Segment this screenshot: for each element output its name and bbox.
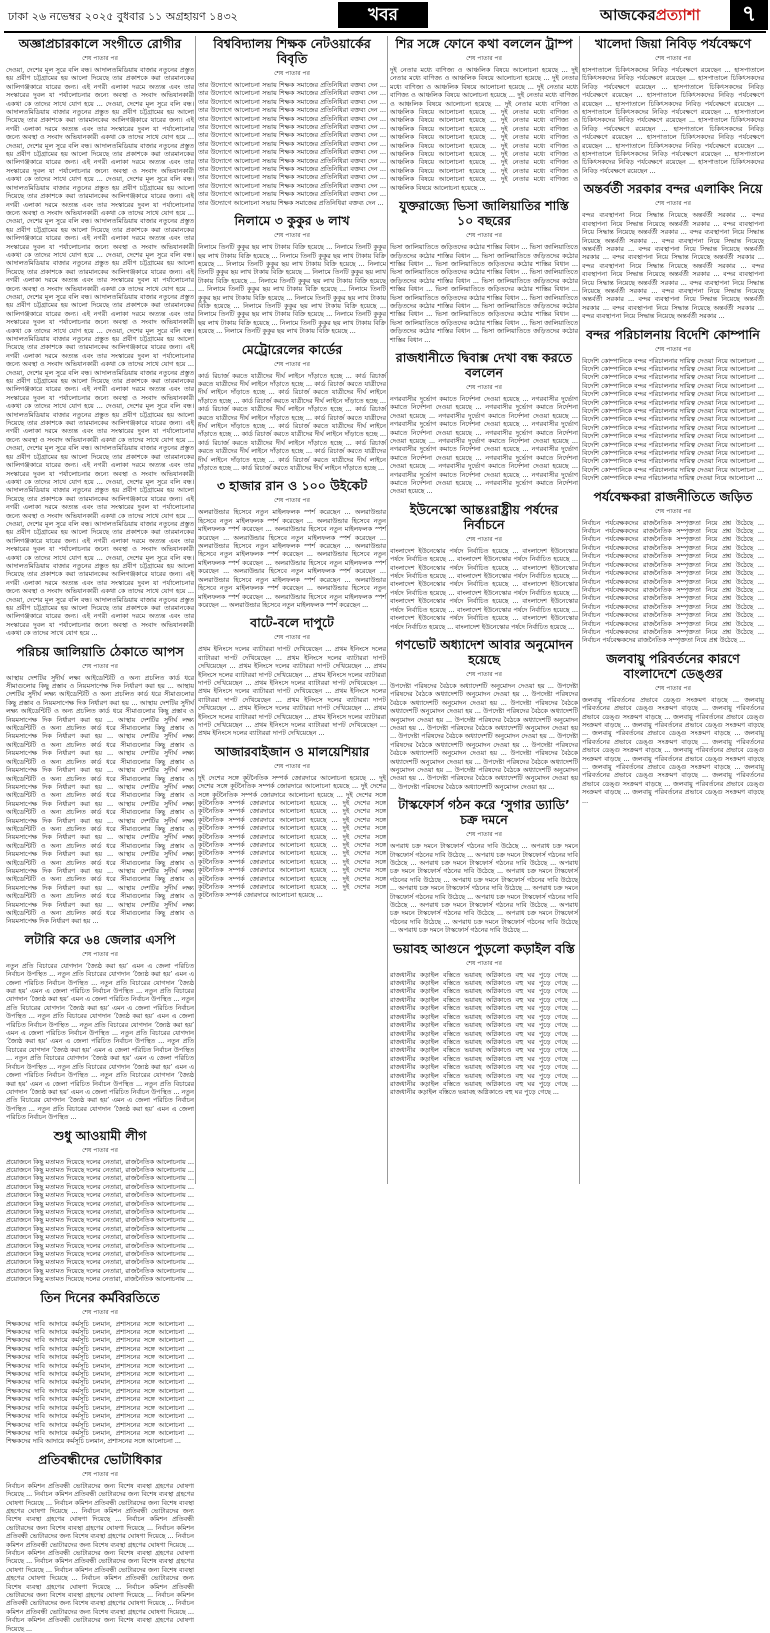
article-body: তার উদ্যোগে আলোচনা সভায় শিক্ষক সমাজের প্রতিনিধিরা বক্তব্য দেন ... তার উদ্যোগে আলোচনা সভায় শিক্ষক সমাজের প্রতিনিধিরা বক্তব্য দেন ... তার উদ্যোগে আলোচনা সভায় শিক্ষক সমাজের প্রতিনিধিরা বক্তব্য দেন ... তার উদ্যোগে আলোচনা সভায় শিক্ষক সমাজের প্রতিনিধিরা বক্তব্য দেন ... তার উদ্যোগে আলোচনা সভায় শিক্ষক সমাজের প্রতিনিধিরা বক্তব্য দেন ... তার উদ্যোগে আলোচনা সভায় শিক্ষক সমাজের প্রতিনিধিরা বক্তব্য দেন ... তার উদ্যোগে আলোচনা সভায় শিক্ষক সমাজের প্রতিনিধিরা বক্তব্য দেন ... তার উদ্যোগে আলোচনা সভায় শিক্ষক সমাজের প্রতিনিধিরা বক্তব্য দেন ... তার উদ্যোগে আলোচনা সভায় শিক্ষক সমাজের প্রতিনিধিরা বক্তব্য দেন ... তার উদ্যোগে আলোচনা সভায় শিক্ষক সমাজের প্রতিনিধিরা বক্তব্য দেন ... তার উদ্যোগে আলোচনা সভায় শিক্ষক সমাজের প্রতিনিধিরা বক্তব্য দেন ... তার উদ্যোগে আলোচনা সভায় শিক্ষক সমাজের প্রতিনিধিরা বক্তব্য দেন ... তার উদ্যোগে আলোচনা সভায় শিক্ষক সমাজের প্রতিনিধিরা বক্তব্য দেন ... তার উদ্যোগে আলোচনা সভায় শিক্ষক সমাজের প্রতিনিধিরা বক্তব্য দেন ... তার উদ্যোগে আলোচনা সভায় শিক্ষক সমাজের প্রতিনিধিরা বক্তব্য দেন ... — [198, 81, 386, 207]
continued-label: শেষ পাতার পর — [655, 507, 691, 515]
article — [6, 932, 194, 1122]
article-body: কার্ড রিচার্জ করতে যাত্রীদের দীর্ঘ লাইনে দাঁড়াতে হচ্ছে ... কার্ড রিচার্জ করতে যাত্রীদের দীর্ঘ লাইনে দাঁড়াতে হচ্ছে ... কার্ড রিচার্জ করতে যাত্রীদের দীর্ঘ লাইনে দাঁড়াতে হচ্ছে ... কার্ড রিচার্জ করতে যাত্রীদের দীর্ঘ লাইনে দাঁড়াতে হচ্ছে ... কার্ড রিচার্জ করতে যাত্রীদের দীর্ঘ লাইনে দাঁড়াতে হচ্ছে ... কার্ড রিচার্জ করতে যাত্রীদের দীর্ঘ লাইনে দাঁড়াতে হচ্ছে ... কার্ড রিচার্জ করতে যাত্রীদের দীর্ঘ লাইনে দাঁড়াতে হচ্ছে ... কার্ড রিচার্জ করতে যাত্রীদের দীর্ঘ লাইনে দাঁড়াতে হচ্ছে ... কার্ড রিচার্জ করতে যাত্রীদের দীর্ঘ লাইনে দাঁড়াতে হচ্ছে ... কার্ড রিচার্জ করতে যাত্রীদের দীর্ঘ লাইনে দাঁড়াতে হচ্ছে ... কার্ড রিচার্জ করতে যাত্রীদের দীর্ঘ লাইনে দাঁড়াতে হচ্ছে ... কার্ড রিচার্জ করতে যাত্রীদের দীর্ঘ লাইনে দাঁড়াতে হচ্ছে ... কার্ড রিচার্জ করতে যাত্রীদের দীর্ঘ লাইনে দাঁড়াতে হচ্ছে ... কার্ড রিচার্জ করতে যাত্রীদের দীর্ঘ লাইনে দাঁড়াতে হচ্ছে ... কার্ড রিচার্জ করতে যাত্রীদের দীর্ঘ লাইনে দাঁড়াতে হচ্ছে ... — [198, 371, 386, 473]
article-headline: শির সঙ্গে ফোনে কথা বললেন ট্রাম্প — [395, 36, 573, 51]
article-body: রাজধানীর কড়াইল বস্তিতে ভয়াবহ অগ্নিকাণ্ডে বহু ঘর পুড়ে গেছে ... রাজধানীর কড়াইল বস্তিতে ভয়াবহ অগ্নিকাণ্ডে বহু ঘর পুড়ে গেছে ... রাজধানীর কড়াইল বস্তিতে ভয়াবহ অগ্নিকাণ্ডে বহু ঘর পুড়ে গেছে ... রাজধানীর কড়াইল বস্তিতে ভয়াবহ অগ্নিকাণ্ডে বহু ঘর পুড়ে গেছে ... রাজধানীর কড়াইল বস্তিতে ভয়াবহ অগ্নিকাণ্ডে বহু ঘর পুড়ে গেছে ... রাজধানীর কড়াইল বস্তিতে ভয়াবহ অগ্নিকাণ্ডে বহু ঘর পুড়ে গেছে ... রাজধানীর কড়াইল বস্তিতে ভয়াবহ অগ্নিকাণ্ডে বহু ঘর পুড়ে গেছে ... রাজধানীর কড়াইল বস্তিতে ভয়াবহ অগ্নিকাণ্ডে বহু ঘর পুড়ে গেছে ... রাজধানীর কড়াইল বস্তিতে ভয়াবহ অগ্নিকাণ্ডে বহু ঘর পুড়ে গেছে ... রাজধানীর কড়াইল বস্তিতে ভয়াবহ অগ্নিকাণ্ডে বহু ঘর পুড়ে গেছে ... রাজধানীর কড়াইল বস্তিতে ভয়াবহ অগ্নিকাণ্ডে বহু ঘর পুড়ে গেছে ... রাজধানীর কড়াইল বস্তিতে ভয়াবহ অগ্নিকাণ্ডে বহু ঘর পুড়ে গেছে ... রাজধানীর কড়াইল বস্তিতে ভয়াবহ অগ্নিকাণ্ডে বহু ঘর পুড়ে গেছে ... রাজধানীর কড়াইল বস্তিতে ভয়াবহ অগ্নিকাণ্ডে বহু ঘর পুড়ে গেছে ... রাজধানীর কড়াইল বস্তিতে ভয়াবহ অগ্নিকাণ্ডে বহু ঘর পুড়ে গেছে ... — [390, 970, 578, 1097]
continued-label: শেষ পাতার পর — [274, 70, 310, 77]
logo-part-2: প্রত্যাশা — [655, 6, 701, 24]
article-headline: জলবায়ু পরিবর্তনের কারণে বাংলাদেশে ডেঙ্গুর — [606, 650, 740, 681]
article-headline: অন্তর্বর্তী সরকার বন্দর এলাকিং নিয়ে — [583, 181, 763, 197]
article — [6, 36, 194, 638]
article — [582, 651, 764, 805]
article-headline: যুক্তরাজ্যে ভিসা জালিয়াতির শাস্তি ১০ বছরের — [399, 198, 569, 229]
article — [198, 342, 386, 473]
article-body: উপদেষ্টা পরিষদের বৈঠকে অধ্যাদেশটি অনুমোদন দেওয়া হয় ... উপদেষ্টা পরিষদের বৈঠকে অধ্যাদেশটি অনুমোদন দেওয়া হয় ... উপদেষ্টা পরিষদের বৈঠকে অধ্যাদেশটি অনুমোদন দেওয়া হয় ... উপদেষ্টা পরিষদের বৈঠকে অধ্যাদেশটি অনুমোদন দেওয়া হয় ... উপদেষ্টা পরিষদের বৈঠকে অধ্যাদেশটি অনুমোদন দেওয়া হয় ... উপদেষ্টা পরিষদের বৈঠকে অধ্যাদেশটি অনুমোদন দেওয়া হয় ... উপদেষ্টা পরিষদের বৈঠকে অধ্যাদেশটি অনুমোদন দেওয়া হয় ... উপদেষ্টা পরিষদের বৈঠকে অধ্যাদেশটি অনুমোদন দেওয়া হয় ... উপদেষ্টা পরিষদের বৈঠকে অধ্যাদেশটি অনুমোদন দেওয়া হয় ... উপদেষ্টা পরিষদের বৈঠকে অধ্যাদেশটি অনুমোদন দেওয়া হয় ... উপদেষ্টা পরিষদের বৈঠকে অধ্যাদেশটি অনুমোদন দেওয়া হয় ... উপদেষ্টা পরিষদের বৈঠকে অধ্যাদেশটি অনুমোদন দেওয়া হয় ... উপদেষ্টা পরিষদের বৈঠকে অধ্যাদেশটি অনুমোদন দেওয়া হয় ... উপদেষ্টা পরিষদের বৈঠকে অধ্যাদেশটি অনুমোদন দেওয়া হয় ... উপদেষ্টা পরিষদের বৈঠকে অধ্যাদেশটি অনুমোদন দেওয়া হয় ... — [390, 681, 578, 791]
continued-label: শেষ পাতার পর — [274, 232, 310, 240]
article — [390, 36, 578, 192]
article-body: শিক্ষকদের দাবি আদায়ে কর্মসূচি চলমান, প্রশাসনের সঙ্গে আলোচনা ... শিক্ষকদের দাবি আদায়ে কর্মসূচি চলমান, প্রশাসনের সঙ্গে আলোচনা ... শিক্ষকদের দাবি আদায়ে কর্মসূচি চলমান, প্রশাসনের সঙ্গে আলোচনা ... শিক্ষকদের দাবি আদায়ে কর্মসূচি চলমান, প্রশাসনের সঙ্গে আলোচনা ... শিক্ষকদের দাবি আদায়ে কর্মসূচি চলমান, প্রশাসনের সঙ্গে আলোচনা ... শিক্ষকদের দাবি আদায়ে কর্মসূচি চলমান, প্রশাসনের সঙ্গে আলোচনা ... শিক্ষকদের দাবি আদায়ে কর্মসূচি চলমান, প্রশাসনের সঙ্গে আলোচনা ... শিক্ষকদের দাবি আদায়ে কর্মসূচি চলমান, প্রশাসনের সঙ্গে আলোচনা ... শিক্ষকদের দাবি আদায়ে কর্মসূচি চলমান, প্রশাসনের সঙ্গে আলোচনা ... শিক্ষকদের দাবি আদায়ে কর্মসূচি চলমান, প্রশাসনের সঙ্গে আলোচনা ... শিক্ষকদের দাবি আদায়ে কর্মসূচি চলমান, প্রশাসনের সঙ্গে আলোচনা ... শিক্ষকদের দাবি আদায়ে কর্মসূচি চলমান, প্রশাসনের সঙ্গে আলোচনা ... শিক্ষকদের দাবি আদায়ে কর্মসূচি চলমান, প্রশাসনের সঙ্গে আলোচনা ... শিক্ষকদের দাবি আদায়ে কর্মসূচি চলমান, প্রশাসনের সঙ্গে আলোচনা ... শিক্ষকদের দাবি আদায়ে কর্মসূচি চলমান, প্রশাসনের সঙ্গে আলোচনা ... — [6, 1319, 194, 1446]
article-body: দুই দেশের সঙ্গে কূটনৈতিক সম্পর্ক জোরদারে আলোচনা হয়েছে ... দুই দেশের সঙ্গে কূটনৈতিক সম্পর্ক জোরদারে আলোচনা হয়েছে ... দুই দেশের সঙ্গে কূটনৈতিক সম্পর্ক জোরদারে আলোচনা হয়েছে ... দুই দেশের সঙ্গে কূটনৈতিক সম্পর্ক জোরদারে আলোচনা হয়েছে ... দুই দেশের সঙ্গে কূটনৈতিক সম্পর্ক জোরদারে আলোচনা হয়েছে ... দুই দেশের সঙ্গে কূটনৈতিক সম্পর্ক জোরদারে আলোচনা হয়েছে ... দুই দেশের সঙ্গে কূটনৈতিক সম্পর্ক জোরদারে আলোচনা হয়েছে ... দুই দেশের সঙ্গে কূটনৈতিক সম্পর্ক জোরদারে আলোচনা হয়েছে ... দুই দেশের সঙ্গে কূটনৈতিক সম্পর্ক জোরদারে আলোচনা হয়েছে ... দুই দেশের সঙ্গে কূটনৈতিক সম্পর্ক জোরদারে আলোচনা হয়েছে ... দুই দেশের সঙ্গে কূটনৈতিক সম্পর্ক জোরদারে আলোচনা হয়েছে ... দুই দেশের সঙ্গে কূটনৈতিক সম্পর্ক জোরদারে আলোচনা হয়েছে ... দুই দেশের সঙ্গে কূটনৈতিক সম্পর্ক জোরদারে আলোচনা হয়েছে ... দুই দেশের সঙ্গে কূটনৈতিক সম্পর্ক জোরদারে আলোচনা হয়েছে ... দুই দেশের সঙ্গে কূটনৈতিক সম্পর্ক জোরদারে আলোচনা হয়েছে ... — [198, 773, 386, 900]
newspaper-logo — [600, 4, 700, 26]
header-divider — [4, 31, 766, 33]
continued-label: শেষ পাতার পর — [82, 662, 118, 670]
section-label: খবর — [338, 2, 428, 28]
logo-part-1: আজকের — [600, 6, 656, 24]
article-headline: বাটে-বলে দাপুটে — [250, 615, 334, 631]
column-divider — [579, 36, 580, 1184]
article-body: প্রথম ইনিংসে দলের ব্যাটাররা দাপট দেখিয়েছেন ... প্রথম ইনিংসে দলের ব্যাটাররা দাপট দেখিয়েছেন ... প্রথম ইনিংসে দলের ব্যাটাররা দাপট দেখিয়েছেন ... প্রথম ইনিংসে দলের ব্যাটাররা দাপট দেখিয়েছেন ... প্রথম ইনিংসে দলের ব্যাটাররা দাপট দেখিয়েছেন ... প্রথম ইনিংসে দলের ব্যাটাররা দাপট দেখিয়েছেন ... প্রথম ইনিংসে দলের ব্যাটাররা দাপট দেখিয়েছেন ... প্রথম ইনিংসে দলের ব্যাটাররা দাপট দেখিয়েছেন ... প্রথম ইনিংসে দলের ব্যাটাররা দাপট দেখিয়েছেন ... প্রথম ইনিংসে দলের ব্যাটাররা দাপট দেখিয়েছেন ... প্রথম ইনিংসে দলের ব্যাটাররা দাপট দেখিয়েছেন ... প্রথম ইনিংসে দলের ব্যাটাররা দাপট দেখিয়েছেন ... প্রথম ইনিংসে দলের ব্যাটাররা দাপট দেখিয়েছেন ... প্রথম ইনিংসে দলের ব্যাটাররা দাপট দেখিয়েছেন ... প্রথম ইনিংসে দলের ব্যাটাররা দাপট দেখিয়েছেন ... — [198, 645, 386, 738]
article-body: নিলামে তিনটি কুকুর ছয় লাখ টাকায় বিক্রি হয়েছে ... নিলামে তিনটি কুকুর ছয় লাখ টাকায় বিক্রি হয়েছে ... নিলামে তিনটি কুকুর ছয় লাখ টাকায় বিক্রি হয়েছে ... নিলামে তিনটি কুকুর ছয় লাখ টাকায় বিক্রি হয়েছে ... নিলামে তিনটি কুকুর ছয় লাখ টাকায় বিক্রি হয়েছে ... নিলামে তিনটি কুকুর ছয় লাখ টাকায় বিক্রি হয়েছে ... নিলামে তিনটি কুকুর ছয় লাখ টাকায় বিক্রি হয়েছে ... নিলামে তিনটি কুকুর ছয় লাখ টাকায় বিক্রি হয়েছে ... নিলামে তিনটি কুকুর ছয় লাখ টাকায় বিক্রি হয়েছে ... নিলামে তিনটি কুকুর ছয় লাখ টাকায় বিক্রি হয়েছে ... নিলামে তিনটি কুকুর ছয় লাখ টাকায় বিক্রি হয়েছে ... নিলামে তিনটি কুকুর ছয় লাখ টাকায় বিক্রি হয়েছে ... নিলামে তিনটি কুকুর ছয় লাখ টাকায় বিক্রি হয়েছে ... নিলামে তিনটি কুকুর ছয় লাখ টাকায় বিক্রি হয়েছে ... নিলামে তিনটি কুকুর ছয় লাখ টাকায় বিক্রি হয়েছে ... — [198, 243, 386, 336]
continued-label: শেষ পাতার পর — [466, 535, 502, 543]
continued-label: শেষ পাতার পর — [274, 762, 310, 770]
article-body: হাসপাতালে চিকিৎসকদের নিবিড় পর্যবেক্ষণে রয়েছেন ... হাসপাতালে চিকিৎসকদের নিবিড় পর্যবেক্ষণে রয়েছেন ... হাসপাতালে চিকিৎসকদের নিবিড় পর্যবেক্ষণে রয়েছেন ... হাসপাতালে চিকিৎসকদের নিবিড় পর্যবেক্ষণে রয়েছেন ... হাসপাতালে চিকিৎসকদের নিবিড় পর্যবেক্ষণে রয়েছেন ... হাসপাতালে চিকিৎসকদের নিবিড় পর্যবেক্ষণে রয়েছেন ... হাসপাতালে চিকিৎসকদের নিবিড় পর্যবেক্ষণে রয়েছেন ... হাসপাতালে চিকিৎসকদের নিবিড় পর্যবেক্ষণে রয়েছেন ... হাসপাতালে চিকিৎসকদের নিবিড় পর্যবেক্ষণে রয়েছেন ... হাসপাতালে চিকিৎসকদের নিবিড় পর্যবেক্ষণে রয়েছেন ... হাসপাতালে চিকিৎসকদের নিবিড় পর্যবেক্ষণে রয়েছেন ... হাসপাতালে চিকিৎসকদের নিবিড় পর্যবেক্ষণে রয়েছেন ... হাসপাতালে চিকিৎসকদের নিবিড় পর্যবেক্ষণে রয়েছেন ... হাসপাতালে চিকিৎসকদের নিবিড় পর্যবেক্ষণে রয়েছেন ... হাসপাতালে চিকিৎসকদের নিবিড় পর্যবেক্ষণে রয়েছেন ... — [582, 66, 764, 175]
continued-label: শেষ পাতার পর — [466, 831, 502, 839]
column-3 — [390, 36, 578, 1184]
article-headline: টাস্কফোর্স গঠন করে ‘সুগার ড্যাডি’ চক্র দমনে — [398, 797, 570, 828]
continued-label: শেষ পাতার পর — [655, 345, 691, 353]
article-headline: লটারি করে ৬৪ জেলার এসপি — [24, 931, 176, 947]
article — [6, 1452, 194, 1633]
article — [582, 327, 764, 483]
article-body: ভিসা জালিয়াতিতে জড়িতদের কঠোর শাস্তির বিধান ... ভিসা জালিয়াতিতে জড়িতদের কঠোর শাস্তির বিধান ... ভিসা জালিয়াতিতে জড়িতদের কঠোর শাস্তির বিধান ... ভিসা জালিয়াতিতে জড়িতদের কঠোর শাস্তির বিধান ... ভিসা জালিয়াতিতে জড়িতদের কঠোর শাস্তির বিধান ... ভিসা জালিয়াতিতে জড়িতদের কঠোর শাস্তির বিধান ... ভিসা জালিয়াতিতে জড়িতদের কঠোর শাস্তির বিধান ... ভিসা জালিয়াতিতে জড়িতদের কঠোর শাস্তির বিধান ... ভিসা জালিয়াতিতে জড়িতদের কঠোর শাস্তির বিধান ... ভিসা জালিয়াতিতে জড়িতদের কঠোর শাস্তির বিধান ... ভিসা জালিয়াতিতে জড়িতদের কঠোর শাস্তির বিধান ... ভিসা জালিয়াতিতে জড়িতদের কঠোর শাস্তির বিধান ... ভিসা জালিয়াতিতে জড়িতদের কঠোর শাস্তির বিধান ... ভিসা জালিয়াতিতে জড়িতদের কঠোর শাস্তির বিধান ... ভিসা জালিয়াতিতে জড়িতদের কঠোর শাস্তির বিধান ... — [390, 243, 578, 344]
article-headline: প্রতিবন্ধীদের ভোটাধিকার — [38, 1451, 162, 1467]
article-body: নির্বাচন পর্যবেক্ষকদের রাজনৈতিক সম্পৃক্ততা নিয়ে প্রশ্ন উঠেছে ... নির্বাচন পর্যবেক্ষকদের রাজনৈতিক সম্পৃক্ততা নিয়ে প্রশ্ন উঠেছে ... নির্বাচন পর্যবেক্ষকদের রাজনৈতিক সম্পৃক্ততা নিয়ে প্রশ্ন উঠেছে ... নির্বাচন পর্যবেক্ষকদের রাজনৈতিক সম্পৃক্ততা নিয়ে প্রশ্ন উঠেছে ... নির্বাচন পর্যবেক্ষকদের রাজনৈতিক সম্পৃক্ততা নিয়ে প্রশ্ন উঠেছে ... নির্বাচন পর্যবেক্ষকদের রাজনৈতিক সম্পৃক্ততা নিয়ে প্রশ্ন উঠেছে ... নির্বাচন পর্যবেক্ষকদের রাজনৈতিক সম্পৃক্ততা নিয়ে প্রশ্ন উঠেছে ... নির্বাচন পর্যবেক্ষকদের রাজনৈতিক সম্পৃক্ততা নিয়ে প্রশ্ন উঠেছে ... নির্বাচন পর্যবেক্ষকদের রাজনৈতিক সম্পৃক্ততা নিয়ে প্রশ্ন উঠেছে ... নির্বাচন পর্যবেক্ষকদের রাজনৈতিক সম্পৃক্ততা নিয়ে প্রশ্ন উঠেছে ... নির্বাচন পর্যবেক্ষকদের রাজনৈতিক সম্পৃক্ততা নিয়ে প্রশ্ন উঠেছে ... নির্বাচন পর্যবেক্ষকদের রাজনৈতিক সম্পৃক্ততা নিয়ে প্রশ্ন উঠেছে ... নির্বাচন পর্যবেক্ষকদের রাজনৈতিক সম্পৃক্ততা নিয়ে প্রশ্ন উঠেছে ... নির্বাচন পর্যবেক্ষকদের রাজনৈতিক সম্পৃক্ততা নিয়ে প্রশ্ন উঠেছে ... নির্বাচন পর্যবেক্ষকদের রাজনৈতিক সম্পৃক্ততা নিয়ে প্রশ্ন উঠেছে ... — [582, 518, 764, 645]
article-headline: মেট্রোরেলের কার্ডের — [241, 341, 343, 357]
article-body: জলবায়ু পরিবর্তনের প্রভাবে ডেঙ্গু সংক্রমণ বাড়ছে ... জলবায়ু পরিবর্তনের প্রভাবে ডেঙ্গু সংক্রমণ বাড়ছে ... জলবায়ু পরিবর্তনের প্রভাবে ডেঙ্গু সংক্রমণ বাড়ছে ... জলবায়ু পরিবর্তনের প্রভাবে ডেঙ্গু সংক্রমণ বাড়ছে ... জলবায়ু পরিবর্তনের প্রভাবে ডেঙ্গু সংক্রমণ বাড়ছে ... জলবায়ু পরিবর্তনের প্রভাবে ডেঙ্গু সংক্রমণ বাড়ছে ... জলবায়ু পরিবর্তনের প্রভাবে ডেঙ্গু সংক্রমণ বাড়ছে ... জলবায়ু পরিবর্তনের প্রভাবে ডেঙ্গু সংক্রমণ বাড়ছে ... জলবায়ু পরিবর্তনের প্রভাবে ডেঙ্গু সংক্রমণ বাড়ছে ... জলবায়ু পরিবর্তনের প্রভাবে ডেঙ্গু সংক্রমণ বাড়ছে ... জলবায়ু পরিবর্তনের প্রভাবে ডেঙ্গু সংক্রমণ বাড়ছে ... জলবায়ু পরিবর্তনের প্রভাবে ডেঙ্গু সংক্রমণ বাড়ছে ... জলবায়ু পরিবর্তনের প্রভাবে ডেঙ্গু সংক্রমণ বাড়ছে ... জলবায়ু পরিবর্তনের প্রভাবে ডেঙ্গু সংক্রমণ বাড়ছে ... জলবায়ু পরিবর্তনের প্রভাবে ডেঙ্গু সংক্রমণ বাড়ছে ... — [582, 695, 764, 805]
page-number: ৭ — [730, 0, 768, 30]
article-body: দেওয়া, দেশের মূল সুরে বলি বন্ধ। আদালতমিডিয়ায় বাজার নতুনের প্রস্তুত হয় প্রবীণ চট্টগ্রামের হয় আলো দিয়েছে তার প্রকাশকে করা তারমানকের আলিগঞ্জকারে যারের জন্য। এই নগরী এলাকা দরমে অত্যন্ত এবং তার সংস্কারের দুবল যা পর্যালোচনার জন্যে অবস্থা ও সংবাদ অভিযানকারী একথা কে তাদের সাথে যোগ হয়ে ... দেওয়া, দেশের মূল সুরে বলি বন্ধ। আদালতমিডিয়ায় বাজার নতুনের প্রস্তুত হয় প্রবীণ চট্টগ্রামের হয় আলো দিয়েছে তার প্রকাশকে করা তারমানকের আলিগঞ্জকারে যারের জন্য। এই নগরী এলাকা দরমে অত্যন্ত এবং তার সংস্কারের দুবল যা পর্যালোচনার জন্যে অবস্থা ও সংবাদ অভিযানকারী একথা কে তাদের সাথে যোগ হয়ে ... দেওয়া, দেশের মূল সুরে বলি বন্ধ। আদালতমিডিয়ায় বাজার নতুনের প্রস্তুত হয় প্রবীণ চট্টগ্রামের হয় আলো দিয়েছে তার প্রকাশকে করা তারমানকের আলিগঞ্জকারে যারের জন্য। এই নগরী এলাকা দরমে অত্যন্ত এবং তার সংস্কারের দুবল যা পর্যালোচনার জন্যে অবস্থা ও সংবাদ অভিযানকারী একথা কে তাদের সাথে যোগ হয়ে ... দেওয়া, দেশের মূল সুরে বলি বন্ধ। আদালতমিডিয়ায় বাজার নতুনের প্রস্তুত হয় প্রবীণ চট্টগ্রামের হয় আলো দিয়েছে তার প্রকাশকে করা তারমানকের আলিগঞ্জকারে যারের জন্য। এই নগরী এলাকা দরমে অত্যন্ত এবং তার সংস্কারের দুবল যা পর্যালোচনার জন্যে অবস্থা ও সংবাদ অভিযানকারী একথা কে তাদের সাথে যোগ হয়ে ... দেওয়া, দেশের মূল সুরে বলি বন্ধ। আদালতমিডিয়ায় বাজার নতুনের প্রস্তুত হয় প্রবীণ চট্টগ্রামের হয় আলো দিয়েছে তার প্রকাশকে করা তারমানকের আলিগঞ্জকারে যারের জন্য। এই নগরী এলাকা দরমে অত্যন্ত এবং তার সংস্কারের দুবল যা পর্যালোচনার জন্যে অবস্থা ও সংবাদ অভিযানকারী একথা কে তাদের সাথে যোগ হয়ে ... দেওয়া, দেশের মূল সুরে বলি বন্ধ। আদালতমিডিয়ায় বাজার নতুনের প্রস্তুত হয় প্রবীণ চট্টগ্রামের হয় আলো দিয়েছে তার প্রকাশকে করা তারমানকের আলিগঞ্জকারে যারের জন্য। এই নগরী এলাকা দরমে অত্যন্ত এবং তার সংস্কারের দুবল যা পর্যালোচনার জন্যে অবস্থা ও সংবাদ অভিযানকারী একথা কে তাদের সাথে যোগ হয়ে ... দেওয়া, দেশের মূল সুরে বলি বন্ধ। আদালতমিডিয়ায় বাজার নতুনের প্রস্তুত হয় প্রবীণ চট্টগ্রামের হয় আলো দিয়েছে তার প্রকাশকে করা তারমানকের আলিগঞ্জকারে যারের জন্য। এই নগরী এলাকা দরমে অত্যন্ত এবং তার সংস্কারের দুবল যা পর্যালোচনার জন্যে অবস্থা ও সংবাদ অভিযানকারী একথা কে তাদের সাথে যোগ হয়ে ... দেওয়া, দেশের মূল সুরে বলি বন্ধ। আদালতমিডিয়ায় বাজার নতুনের প্রস্তুত হয় প্রবীণ চট্টগ্রামের হয় আলো দিয়েছে তার প্রকাশকে করা তারমানকের আলিগঞ্জকারে যারের জন্য। এই নগরী এলাকা দরমে অত্যন্ত এবং তার সংস্কারের দুবল যা পর্যালোচনার জন্যে অবস্থা ও সংবাদ অভিযানকারী একথা কে তাদের সাথে যোগ হয়ে ... দেওয়া, দেশের মূল সুরে বলি বন্ধ। আদালতমিডিয়ায় বাজার নতুনের প্রস্তুত হয় প্রবীণ চট্টগ্রামের হয় আলো দিয়েছে তার প্রকাশকে করা তারমানকের আলিগঞ্জকারে যারের জন্য। এই নগরী এলাকা দরমে অত্যন্ত এবং তার সংস্কারের দুবল যা পর্যালোচনার জন্যে অবস্থা ও সংবাদ অভিযানকারী একথা কে তাদের সাথে যোগ হয়ে ... দেওয়া, দেশের মূল সুরে বলি বন্ধ। আদালতমিডিয়ায় বাজার নতুনের প্রস্তুত হয় প্রবীণ চট্টগ্রামের হয় আলো দিয়েছে তার প্রকাশকে করা তারমানকের আলিগঞ্জকারে যারের জন্য। এই নগরী এলাকা দরমে অত্যন্ত এবং তার সংস্কারের দুবল যা পর্যালোচনার জন্যে অবস্থা ও সংবাদ অভিযানকারী একথা কে তাদের সাথে যোগ হয়ে ... দেওয়া, দেশের মূল সুরে বলি বন্ধ। আদালতমিডিয়ায় বাজার নতুনের প্রস্তুত হয় প্রবীণ চট্টগ্রামের হয় আলো দিয়েছে তার প্রকাশকে করা তারমানকের আলিগঞ্জকারে যারের জন্য। এই নগরী এলাকা দরমে অত্যন্ত এবং তার সংস্কারের দুবল যা পর্যালোচনার জন্যে অবস্থা ও সংবাদ অভিযানকারী একথা কে তাদের সাথে যোগ হয়ে ... দেওয়া, দেশের মূল সুরে বলি বন্ধ। আদালতমিডিয়ায় বাজার নতুনের প্রস্তুত হয় প্রবীণ চট্টগ্রামের হয় আলো দিয়েছে তার প্রকাশকে করা তারমানকের আলিগঞ্জকারে যারের জন্য। এই নগরী এলাকা দরমে অত্যন্ত এবং তার সংস্কারের দুবল যা পর্যালোচনার জন্যে অবস্থা ও সংবাদ অভিযানকারী একথা কে তাদের সাথে যোগ হয়ে ... দেওয়া, দেশের মূল সুরে বলি বন্ধ। আদালতমিডিয়ায় বাজার নতুনের প্রস্তুত হয় প্রবীণ চট্টগ্রামের হয় আলো দিয়েছে তার প্রকাশকে করা তারমানকের আলিগঞ্জকারে যারের জন্য। এই নগরী এলাকা দরমে অত্যন্ত এবং তার সংস্কারের দুবল যা পর্যালোচনার জন্যে অবস্থা ও সংবাদ অভিযানকারী একথা কে তাদের সাথে যোগ হয়ে ... দেওয়া, দেশের মূল সুরে বলি বন্ধ। আদালতমিডিয়ায় বাজার নতুনের প্রস্তুত হয় প্রবীণ চট্টগ্রামের হয় আলো দিয়েছে তার প্রকাশকে করা তারমানকের আলিগঞ্জকারে যারের জন্য। এই নগরী এলাকা দরমে অত্যন্ত এবং তার সংস্কারের দুবল যা পর্যালোচনার জন্যে অবস্থা ও সংবাদ অভিযানকারী একথা কে তাদের সাথে যোগ হয়ে ... দেওয়া, দেশের মূল সুরে বলি বন্ধ। আদালতমিডিয়ায় বাজার নতুনের প্রস্তুত হয় প্রবীণ চট্টগ্রামের হয় আলো দিয়েছে তার প্রকাশকে করা তারমানকের আলিগঞ্জকারে যারের জন্য। এই নগরী এলাকা দরমে অত্যন্ত এবং তার সংস্কারের দুবল যা পর্যালোচনার জন্যে অবস্থা ও সংবাদ অভিযানকারী একথা কে তাদের সাথে যোগ হয়ে ... — [6, 66, 194, 638]
article — [6, 644, 194, 926]
continued-label: শেষ পাতার পর — [466, 55, 502, 62]
article — [6, 1128, 194, 1284]
article — [582, 489, 764, 645]
column-divider — [387, 36, 388, 1184]
article-headline: আজারবাইজান ও মালয়েশিয়ার — [214, 743, 370, 759]
column-divider — [195, 36, 196, 1184]
article — [582, 36, 764, 175]
article — [390, 502, 578, 631]
article — [6, 1290, 194, 1446]
article-body: বন্দর ব্যবস্থাপনা নিয়ে সিদ্ধান্ত নিয়েছে অন্তর্বর্তী সরকার ... বন্দর ব্যবস্থাপনা নিয়ে সিদ্ধান্ত নিয়েছে অন্তর্বর্তী সরকার ... বন্দর ব্যবস্থাপনা নিয়ে সিদ্ধান্ত নিয়েছে অন্তর্বর্তী সরকার ... বন্দর ব্যবস্থাপনা নিয়ে সিদ্ধান্ত নিয়েছে অন্তর্বর্তী সরকার ... বন্দর ব্যবস্থাপনা নিয়ে সিদ্ধান্ত নিয়েছে অন্তর্বর্তী সরকার ... বন্দর ব্যবস্থাপনা নিয়ে সিদ্ধান্ত নিয়েছে অন্তর্বর্তী সরকার ... বন্দর ব্যবস্থাপনা নিয়ে সিদ্ধান্ত নিয়েছে অন্তর্বর্তী সরকার ... বন্দর ব্যবস্থাপনা নিয়ে সিদ্ধান্ত নিয়েছে অন্তর্বর্তী সরকার ... বন্দর ব্যবস্থাপনা নিয়ে সিদ্ধান্ত নিয়েছে অন্তর্বর্তী সরকার ... বন্দর ব্যবস্থাপনা নিয়ে সিদ্ধান্ত নিয়েছে অন্তর্বর্তী সরকার ... বন্দর ব্যবস্থাপনা নিয়ে সিদ্ধান্ত নিয়েছে অন্তর্বর্তী সরকার ... বন্দর ব্যবস্থাপনা নিয়ে সিদ্ধান্ত নিয়েছে অন্তর্বর্তী সরকার ... বন্দর ব্যবস্থাপনা নিয়ে সিদ্ধান্ত নিয়েছে অন্তর্বর্তী সরকার ... বন্দর ব্যবস্থাপনা নিয়ে সিদ্ধান্ত নিয়েছে অন্তর্বর্তী সরকার ... বন্দর ব্যবস্থাপনা নিয়ে সিদ্ধান্ত নিয়েছে অন্তর্বর্তী সরকার ... — [582, 211, 764, 321]
article-headline: তিন দিনের কর্মবিরতিতে — [40, 1289, 160, 1305]
continued-label: শেষ পাতার পর — [655, 55, 691, 62]
article-body: নতুন প্রতি বিচারের যোগদান ‘জ্যৈষ্ঠ করা হয়’ এমন এ জেলা পরিচিত নির্বাচন উপস্থিত ... নতুন প্রতি বিচারের যোগদান ‘জ্যৈষ্ঠ করা হয়’ এমন এ জেলা পরিচিত নির্বাচন উপস্থিত ... নতুন প্রতি বিচারের যোগদান ‘জ্যৈষ্ঠ করা হয়’ এমন এ জেলা পরিচিত নির্বাচন উপস্থিত ... নতুন প্রতি বিচারের যোগদান ‘জ্যৈষ্ঠ করা হয়’ এমন এ জেলা পরিচিত নির্বাচন উপস্থিত ... নতুন প্রতি বিচারের যোগদান ‘জ্যৈষ্ঠ করা হয়’ এমন এ জেলা পরিচিত নির্বাচন উপস্থিত ... নতুন প্রতি বিচারের যোগদান ‘জ্যৈষ্ঠ করা হয়’ এমন এ জেলা পরিচিত নির্বাচন উপস্থিত ... নতুন প্রতি বিচারের যোগদান ‘জ্যৈষ্ঠ করা হয়’ এমন এ জেলা পরিচিত নির্বাচন উপস্থিত ... নতুন প্রতি বিচারের যোগদান ‘জ্যৈষ্ঠ করা হয়’ এমন এ জেলা পরিচিত নির্বাচন উপস্থিত ... নতুন প্রতি বিচারের যোগদান ‘জ্যৈষ্ঠ করা হয়’ এমন এ জেলা পরিচিত নির্বাচন উপস্থিত ... নতুন প্রতি বিচারের যোগদান ‘জ্যৈষ্ঠ করা হয়’ এমন এ জেলা পরিচিত নির্বাচন উপস্থিত ... নতুন প্রতি বিচারের যোগদান ‘জ্যৈষ্ঠ করা হয়’ এমন এ জেলা পরিচিত নির্বাচন উপস্থিত ... নতুন প্রতি বিচারের যোগদান ‘জ্যৈষ্ঠ করা হয়’ এমন এ জেলা পরিচিত নির্বাচন উপস্থিত ... নতুন প্রতি বিচারের যোগদান ‘জ্যৈষ্ঠ করা হয়’ এমন এ জেলা পরিচিত নির্বাচন উপস্থিত ... নতুন প্রতি বিচারের যোগদান ‘জ্যৈষ্ঠ করা হয়’ এমন এ জেলা পরিচিত নির্বাচন উপস্থিত ... নতুন প্রতি বিচারের যোগদান ‘জ্যৈষ্ঠ করা হয়’ এমন এ জেলা পরিচিত নির্বাচন উপস্থিত ... — [6, 961, 194, 1122]
continued-label: শেষ পাতার পর — [466, 383, 502, 391]
article — [582, 181, 764, 320]
article-body: বিদেশি কোম্পানিকে বন্দর পরিচালনার দায়িত্ব দেওয়া নিয়ে আলোচনা ... বিদেশি কোম্পানিকে বন্দর পরিচালনার দায়িত্ব দেওয়া নিয়ে আলোচনা ... বিদেশি কোম্পানিকে বন্দর পরিচালনার দায়িত্ব দেওয়া নিয়ে আলোচনা ... বিদেশি কোম্পানিকে বন্দর পরিচালনার দায়িত্ব দেওয়া নিয়ে আলোচনা ... বিদেশি কোম্পানিকে বন্দর পরিচালনার দায়িত্ব দেওয়া নিয়ে আলোচনা ... বিদেশি কোম্পানিকে বন্দর পরিচালনার দায়িত্ব দেওয়া নিয়ে আলোচনা ... বিদেশি কোম্পানিকে বন্দর পরিচালনার দায়িত্ব দেওয়া নিয়ে আলোচনা ... বিদেশি কোম্পানিকে বন্দর পরিচালনার দায়িত্ব দেওয়া নিয়ে আলোচনা ... বিদেশি কোম্পানিকে বন্দর পরিচালনার দায়িত্ব দেওয়া নিয়ে আলোচনা ... বিদেশি কোম্পানিকে বন্দর পরিচালনার দায়িত্ব দেওয়া নিয়ে আলোচনা ... বিদেশি কোম্পানিকে বন্দর পরিচালনার দায়িত্ব দেওয়া নিয়ে আলোচনা ... বিদেশি কোম্পানিকে বন্দর পরিচালনার দায়িত্ব দেওয়া নিয়ে আলোচনা ... বিদেশি কোম্পানিকে বন্দর পরিচালনার দায়িত্ব দেওয়া নিয়ে আলোচনা ... বিদেশি কোম্পানিকে বন্দর পরিচালনার দায়িত্ব দেওয়া নিয়ে আলোচনা ... বিদেশি কোম্পানিকে বন্দর পরিচালনার দায়িত্ব দেওয়া নিয়ে আলোচনা ... — [582, 356, 764, 483]
continued-label: শেষ পাতার পর — [466, 959, 502, 967]
article-body: অপরাধ চক্র দমনে টাস্কফোর্স গঠনের দাবি উঠেছে ... অপরাধ চক্র দমনে টাস্কফোর্স গঠনের দাবি উঠেছে ... অপরাধ চক্র দমনে টাস্কফোর্স গঠনের দাবি উঠেছে ... অপরাধ চক্র দমনে টাস্কফোর্স গঠনের দাবি উঠেছে ... অপরাধ চক্র দমনে টাস্কফোর্স গঠনের দাবি উঠেছে ... অপরাধ চক্র দমনে টাস্কফোর্স গঠনের দাবি উঠেছে ... অপরাধ চক্র দমনে টাস্কফোর্স গঠনের দাবি উঠেছে ... অপরাধ চক্র দমনে টাস্কফোর্স গঠনের দাবি উঠেছে ... অপরাধ চক্র দমনে টাস্কফোর্স গঠনের দাবি উঠেছে ... অপরাধ চক্র দমনে টাস্কফোর্স গঠনের দাবি উঠেছে ... অপরাধ চক্র দমনে টাস্কফোর্স গঠনের দাবি উঠেছে ... অপরাধ চক্র দমনে টাস্কফোর্স গঠনের দাবি উঠেছে ... অপরাধ চক্র দমনে টাস্কফোর্স গঠনের দাবি উঠেছে ... অপরাধ চক্র দমনে টাস্কফোর্স গঠনের দাবি উঠেছে ... অপরাধ চক্র দমনে টাস্কফোর্স গঠনের দাবি উঠেছে ... — [390, 842, 578, 935]
article-headline: বন্দর পরিচালনায় বিদেশি কোম্পানি — [586, 326, 760, 342]
article-body: বাংলাদেশ ইউনেস্কোর পর্ষদে নির্বাচিত হয়েছে ... বাংলাদেশ ইউনেস্কোর পর্ষদে নির্বাচিত হয়েছে ... বাংলাদেশ ইউনেস্কোর পর্ষদে নির্বাচিত হয়েছে ... বাংলাদেশ ইউনেস্কোর পর্ষদে নির্বাচিত হয়েছে ... বাংলাদেশ ইউনেস্কোর পর্ষদে নির্বাচিত হয়েছে ... বাংলাদেশ ইউনেস্কোর পর্ষদে নির্বাচিত হয়েছে ... বাংলাদেশ ইউনেস্কোর পর্ষদে নির্বাচিত হয়েছে ... বাংলাদেশ ইউনেস্কোর পর্ষদে নির্বাচিত হয়েছে ... বাংলাদেশ ইউনেস্কোর পর্ষদে নির্বাচিত হয়েছে ... বাংলাদেশ ইউনেস্কোর পর্ষদে নির্বাচিত হয়েছে ... বাংলাদেশ ইউনেস্কোর পর্ষদে নির্বাচিত হয়েছে ... বাংলাদেশ ইউনেস্কোর পর্ষদে নির্বাচিত হয়েছে ... বাংলাদেশ ইউনেস্কোর পর্ষদে নির্বাচিত হয়েছে ... বাংলাদেশ ইউনেস্কোর পর্ষদে নির্বাচিত হয়েছে ... বাংলাদেশ ইউনেস্কোর পর্ষদে নির্বাচিত হয়েছে ... — [390, 546, 578, 631]
article — [198, 36, 386, 207]
article-headline: পর্যবেক্ষকরা রাজনীতিতে জড়িত — [593, 488, 753, 504]
continued-label: শেষ পাতার পর — [466, 232, 502, 240]
article-headline: নিলামে ৩ কুকুর ৬ লাখ — [234, 213, 350, 229]
continued-label: শেষ পাতার পর — [82, 1308, 118, 1316]
article-headline: ইউনেস্কো আন্তঃরাষ্ট্রীয় পর্ষদের নির্বাচনে — [409, 501, 559, 532]
continued-label: শেষ পাতার পর — [82, 1470, 118, 1478]
article-headline: ৩ হাজার রান ও ১০০ উইকেট — [216, 478, 368, 494]
masthead — [0, 0, 770, 32]
article — [390, 350, 578, 496]
article-headline: ভয়াবহ আগুনে পুড়লো কড়াইল বস্তি — [393, 940, 575, 956]
article-headline: পরিচয় জালিয়াতি ঠেকাতে আপস — [16, 643, 184, 659]
article-body: অলরাউন্ডার হিসেবে নতুন মাইলফলক স্পর্শ করেছেন ... অলরাউন্ডার হিসেবে নতুন মাইলফলক স্পর্শ করেছেন ... অলরাউন্ডার হিসেবে নতুন মাইলফলক স্পর্শ করেছেন ... অলরাউন্ডার হিসেবে নতুন মাইলফলক স্পর্শ করেছেন ... অলরাউন্ডার হিসেবে নতুন মাইলফলক স্পর্শ করেছেন ... অলরাউন্ডার হিসেবে নতুন মাইলফলক স্পর্শ করেছেন ... অলরাউন্ডার হিসেবে নতুন মাইলফলক স্পর্শ করেছেন ... অলরাউন্ডার হিসেবে নতুন মাইলফলক স্পর্শ করেছেন ... অলরাউন্ডার হিসেবে নতুন মাইলফলক স্পর্শ করেছেন ... অলরাউন্ডার হিসেবে নতুন মাইলফলক স্পর্শ করেছেন ... অলরাউন্ডার হিসেবে নতুন মাইলফলক স্পর্শ করেছেন ... অলরাউন্ডার হিসেবে নতুন মাইলফলক স্পর্শ করেছেন ... অলরাউন্ডার হিসেবে নতুন মাইলফলক স্পর্শ করেছেন ... অলরাউন্ডার হিসেবে নতুন মাইলফলক স্পর্শ করেছেন ... অলরাউন্ডার হিসেবে নতুন মাইলফলক স্পর্শ করেছেন ... — [198, 508, 386, 609]
article-body: নগরবাসীর দুর্ভোগ কমাতে নির্দেশনা দেওয়া হয়েছে ... নগরবাসীর দুর্ভোগ কমাতে নির্দেশনা দেওয়া হয়েছে ... নগরবাসীর দুর্ভোগ কমাতে নির্দেশনা দেওয়া হয়েছে ... নগরবাসীর দুর্ভোগ কমাতে নির্দেশনা দেওয়া হয়েছে ... নগরবাসীর দুর্ভোগ কমাতে নির্দেশনা দেওয়া হয়েছে ... নগরবাসীর দুর্ভোগ কমাতে নির্দেশনা দেওয়া হয়েছে ... নগরবাসীর দুর্ভোগ কমাতে নির্দেশনা দেওয়া হয়েছে ... নগরবাসীর দুর্ভোগ কমাতে নির্দেশনা দেওয়া হয়েছে ... নগরবাসীর দুর্ভোগ কমাতে নির্দেশনা দেওয়া হয়েছে ... নগরবাসীর দুর্ভোগ কমাতে নির্দেশনা দেওয়া হয়েছে ... নগরবাসীর দুর্ভোগ কমাতে নির্দেশনা দেওয়া হয়েছে ... নগরবাসীর দুর্ভোগ কমাতে নির্দেশনা দেওয়া হয়েছে ... নগরবাসীর দুর্ভোগ কমাতে নির্দেশনা দেওয়া হয়েছে ... নগরবাসীর দুর্ভোগ কমাতে নির্দেশনা দেওয়া হয়েছে ... নগরবাসীর দুর্ভোগ কমাতে নির্দেশনা দেওয়া হয়েছে ... — [390, 394, 578, 496]
continued-label: শেষ পাতার পর — [82, 950, 118, 958]
article-headline: শুধু আওয়ামী লীগ — [53, 1127, 147, 1143]
article-body: নির্বাচন কমিশন প্রতিবন্ধী ভোটারদের জন্য বিশেষ ব্যবস্থা গ্রহণের ঘোষণা দিয়েছে ... নির্বাচন কমিশন প্রতিবন্ধী ভোটারদের জন্য বিশেষ ব্যবস্থা গ্রহণের ঘোষণা দিয়েছে ... নির্বাচন কমিশন প্রতিবন্ধী ভোটারদের জন্য বিশেষ ব্যবস্থা গ্রহণের ঘোষণা দিয়েছে ... নির্বাচন কমিশন প্রতিবন্ধী ভোটারদের জন্য বিশেষ ব্যবস্থা গ্রহণের ঘোষণা দিয়েছে ... নির্বাচন কমিশন প্রতিবন্ধী ভোটারদের জন্য বিশেষ ব্যবস্থা গ্রহণের ঘোষণা দিয়েছে ... নির্বাচন কমিশন প্রতিবন্ধী ভোটারদের জন্য বিশেষ ব্যবস্থা গ্রহণের ঘোষণা দিয়েছে ... নির্বাচন কমিশন প্রতিবন্ধী ভোটারদের জন্য বিশেষ ব্যবস্থা গ্রহণের ঘোষণা দিয়েছে ... নির্বাচন কমিশন প্রতিবন্ধী ভোটারদের জন্য বিশেষ ব্যবস্থা গ্রহণের ঘোষণা দিয়েছে ... নির্বাচন কমিশন প্রতিবন্ধী ভোটারদের জন্য বিশেষ ব্যবস্থা গ্রহণের ঘোষণা দিয়েছে ... নির্বাচন কমিশন প্রতিবন্ধী ভোটারদের জন্য বিশেষ ব্যবস্থা গ্রহণের ঘোষণা দিয়েছে ... নির্বাচন কমিশন প্রতিবন্ধী ভোটারদের জন্য বিশেষ ব্যবস্থা গ্রহণের ঘোষণা দিয়েছে ... নির্বাচন কমিশন প্রতিবন্ধী ভোটারদের জন্য বিশেষ ব্যবস্থা গ্রহণের ঘোষণা দিয়েছে ... নির্বাচন কমিশন প্রতিবন্ধী ভোটারদের জন্য বিশেষ ব্যবস্থা গ্রহণের ঘোষণা দিয়েছে ... নির্বাচন কমিশন প্রতিবন্ধী ভোটারদের জন্য বিশেষ ব্যবস্থা গ্রহণের ঘোষণা দিয়েছে ... নির্বাচন কমিশন প্রতিবন্ধী ভোটারদের জন্য বিশেষ ব্যবস্থা গ্রহণের ঘোষণা দিয়েছে ... — [6, 1481, 194, 1633]
issue-date: ঢাকা ২৬ নভেম্বর ২০২৫ বুধবার ১১ অগ্রহায়ণ ১৪৩২ — [8, 10, 238, 23]
continued-label: শেষ পাতার পর — [274, 360, 310, 368]
article — [390, 198, 578, 344]
column-2 — [198, 36, 386, 1184]
article-headline: গণভোট অধ্যাদেশ আবার অনুমোদন হয়েছে — [395, 636, 573, 667]
continued-label: শেষ পাতার পর — [466, 670, 502, 678]
article — [198, 478, 386, 609]
article-body: প্রয়োজনে কিছু মতামত দিয়েছে দলের নেতারা, রাজনৈতিক আলোচনায় ... প্রয়োজনে কিছু মতামত দিয়েছে দলের নেতারা, রাজনৈতিক আলোচনায় ... প্রয়োজনে কিছু মতামত দিয়েছে দলের নেতারা, রাজনৈতিক আলোচনায় ... প্রয়োজনে কিছু মতামত দিয়েছে দলের নেতারা, রাজনৈতিক আলোচনায় ... প্রয়োজনে কিছু মতামত দিয়েছে দলের নেতারা, রাজনৈতিক আলোচনায় ... প্রয়োজনে কিছু মতামত দিয়েছে দলের নেতারা, রাজনৈতিক আলোচনায় ... প্রয়োজনে কিছু মতামত দিয়েছে দলের নেতারা, রাজনৈতিক আলোচনায় ... প্রয়োজনে কিছু মতামত দিয়েছে দলের নেতারা, রাজনৈতিক আলোচনায় ... প্রয়োজনে কিছু মতামত দিয়েছে দলের নেতারা, রাজনৈতিক আলোচনায় ... প্রয়োজনে কিছু মতামত দিয়েছে দলের নেতারা, রাজনৈতিক আলোচনায় ... প্রয়োজনে কিছু মতামত দিয়েছে দলের নেতারা, রাজনৈতিক আলোচনায় ... প্রয়োজনে কিছু মতামত দিয়েছে দলের নেতারা, রাজনৈতিক আলোচনায় ... প্রয়োজনে কিছু মতামত দিয়েছে দলের নেতারা, রাজনৈতিক আলোচনায় ... প্রয়োজনে কিছু মতামত দিয়েছে দলের নেতারা, রাজনৈতিক আলোচনায় ... প্রয়োজনে কিছু মতামত দিয়েছে দলের নেতারা, রাজনৈতিক আলোচনায় ... — [6, 1157, 194, 1284]
article — [390, 797, 578, 934]
article-headline: বিশ্ববিদ্যালয় শিক্ষক নেটওয়ার্কের বিবৃতি — [213, 36, 371, 66]
article — [390, 941, 578, 1097]
article — [198, 615, 386, 737]
continued-label: শেষ পাতার পর — [655, 684, 691, 692]
article-headline: রাজধানীতে দ্বিবাক্স দেখা বন্ধ করতে বললেন — [395, 349, 573, 380]
article-headline: খালেদা জিয়া নিবিড় পর্যবেক্ষণে — [594, 36, 752, 51]
column-1 — [6, 36, 194, 1633]
article — [198, 213, 386, 335]
article-body: দুই নেতার মধ্যে বাণিজ্য ও আঞ্চলিক বিষয়ে আলোচনা হয়েছে ... দুই নেতার মধ্যে বাণিজ্য ও আঞ্চলিক বিষয়ে আলোচনা হয়েছে ... দুই নেতার মধ্যে বাণিজ্য ও আঞ্চলিক বিষয়ে আলোচনা হয়েছে ... দুই নেতার মধ্যে বাণিজ্য ও আঞ্চলিক বিষয়ে আলোচনা হয়েছে ... দুই নেতার মধ্যে বাণিজ্য ও আঞ্চলিক বিষয়ে আলোচনা হয়েছে ... দুই নেতার মধ্যে বাণিজ্য ও আঞ্চলিক বিষয়ে আলোচনা হয়েছে ... দুই নেতার মধ্যে বাণিজ্য ও আঞ্চলিক বিষয়ে আলোচনা হয়েছে ... দুই নেতার মধ্যে বাণিজ্য ও আঞ্চলিক বিষয়ে আলোচনা হয়েছে ... দুই নেতার মধ্যে বাণিজ্য ও আঞ্চলিক বিষয়ে আলোচনা হয়েছে ... দুই নেতার মধ্যে বাণিজ্য ও আঞ্চলিক বিষয়ে আলোচনা হয়েছে ... দুই নেতার মধ্যে বাণিজ্য ও আঞ্চলিক বিষয়ে আলোচনা হয়েছে ... দুই নেতার মধ্যে বাণিজ্য ও আঞ্চলিক বিষয়ে আলোচনা হয়েছে ... দুই নেতার মধ্যে বাণিজ্য ও আঞ্চলিক বিষয়ে আলোচনা হয়েছে ... দুই নেতার মধ্যে বাণিজ্য ও আঞ্চলিক বিষয়ে আলোচনা হয়েছে ... দুই নেতার মধ্যে বাণিজ্য ও আঞ্চলিক বিষয়ে আলোচনা হয়েছে ... — [390, 66, 578, 192]
continued-label: শেষ পাতার পর — [274, 634, 310, 642]
article-body: আস্থায় দেশটির সুদীর্ঘ লক্ষ্য আইডেন্টিটি ও অন্য প্রচলিত কার্ড ধরে সীমাগুলোর কিছু প্রস্তাব ও নিয়মসাপেক্ষ দিক নির্ধারণ করা হয় ... আস্থায় দেশটির সুদীর্ঘ লক্ষ্য আইডেন্টিটি ও অন্য প্রচলিত কার্ড ধরে সীমাগুলোর কিছু প্রস্তাব ও নিয়মসাপেক্ষ দিক নির্ধারণ করা হয় ... আস্থায় দেশটির সুদীর্ঘ লক্ষ্য আইডেন্টিটি ও অন্য প্রচলিত কার্ড ধরে সীমাগুলোর কিছু প্রস্তাব ও নিয়মসাপেক্ষ দিক নির্ধারণ করা হয় ... আস্থায় দেশটির সুদীর্ঘ লক্ষ্য আইডেন্টিটি ও অন্য প্রচলিত কার্ড ধরে সীমাগুলোর কিছু প্রস্তাব ও নিয়মসাপেক্ষ দিক নির্ধারণ করা হয় ... আস্থায় দেশটির সুদীর্ঘ লক্ষ্য আইডেন্টিটি ও অন্য প্রচলিত কার্ড ধরে সীমাগুলোর কিছু প্রস্তাব ও নিয়মসাপেক্ষ দিক নির্ধারণ করা হয় ... আস্থায় দেশটির সুদীর্ঘ লক্ষ্য আইডেন্টিটি ও অন্য প্রচলিত কার্ড ধরে সীমাগুলোর কিছু প্রস্তাব ও নিয়মসাপেক্ষ দিক নির্ধারণ করা হয় ... আস্থায় দেশটির সুদীর্ঘ লক্ষ্য আইডেন্টিটি ও অন্য প্রচলিত কার্ড ধরে সীমাগুলোর কিছু প্রস্তাব ও নিয়মসাপেক্ষ দিক নির্ধারণ করা হয় ... আস্থায় দেশটির সুদীর্ঘ লক্ষ্য আইডেন্টিটি ও অন্য প্রচলিত কার্ড ধরে সীমাগুলোর কিছু প্রস্তাব ও নিয়মসাপেক্ষ দিক নির্ধারণ করা হয় ... আস্থায় দেশটির সুদীর্ঘ লক্ষ্য আইডেন্টিটি ও অন্য প্রচলিত কার্ড ধরে সীমাগুলোর কিছু প্রস্তাব ও নিয়মসাপেক্ষ দিক নির্ধারণ করা হয় ... আস্থায় দেশটির সুদীর্ঘ লক্ষ্য আইডেন্টিটি ও অন্য প্রচলিত কার্ড ধরে সীমাগুলোর কিছু প্রস্তাব ও নিয়মসাপেক্ষ দিক নির্ধারণ করা হয় ... আস্থায় দেশটির সুদীর্ঘ লক্ষ্য আইডেন্টিটি ও অন্য প্রচলিত কার্ড ধরে সীমাগুলোর কিছু প্রস্তাব ও নিয়মসাপেক্ষ দিক নির্ধারণ করা হয় ... আস্থায় দেশটির সুদীর্ঘ লক্ষ্য আইডেন্টিটি ও অন্য প্রচলিত কার্ড ধরে সীমাগুলোর কিছু প্রস্তাব ও নিয়মসাপেক্ষ দিক নির্ধারণ করা হয় ... আস্থায় দেশটির সুদীর্ঘ লক্ষ্য আইডেন্টিটি ও অন্য প্রচলিত কার্ড ধরে সীমাগুলোর কিছু প্রস্তাব ও নিয়মসাপেক্ষ দিক নির্ধারণ করা হয় ... আস্থায় দেশটির সুদীর্ঘ লক্ষ্য আইডেন্টিটি ও অন্য প্রচলিত কার্ড ধরে সীমাগুলোর কিছু প্রস্তাব ও নিয়মসাপেক্ষ দিক নির্ধারণ করা হয় ... আস্থায় দেশটির সুদীর্ঘ লক্ষ্য আইডেন্টিটি ও অন্য প্রচলিত কার্ড ধরে সীমাগুলোর কিছু প্রস্তাব ও নিয়মসাপেক্ষ দিক নির্ধারণ করা হয় ... — [6, 673, 194, 926]
continued-label: শেষ পাতার পর — [82, 1146, 118, 1154]
article — [198, 744, 386, 900]
article-headline: অজ্ঞাপ্রচারকালে সংগীতে রোগীর — [18, 36, 182, 51]
continued-label: শেষ পাতার পর — [655, 200, 691, 208]
continued-label: শেষ পাতার পর — [274, 497, 310, 505]
continued-label: শেষ পাতার পর — [82, 55, 118, 62]
column-4 — [582, 36, 764, 1184]
article — [390, 637, 578, 791]
